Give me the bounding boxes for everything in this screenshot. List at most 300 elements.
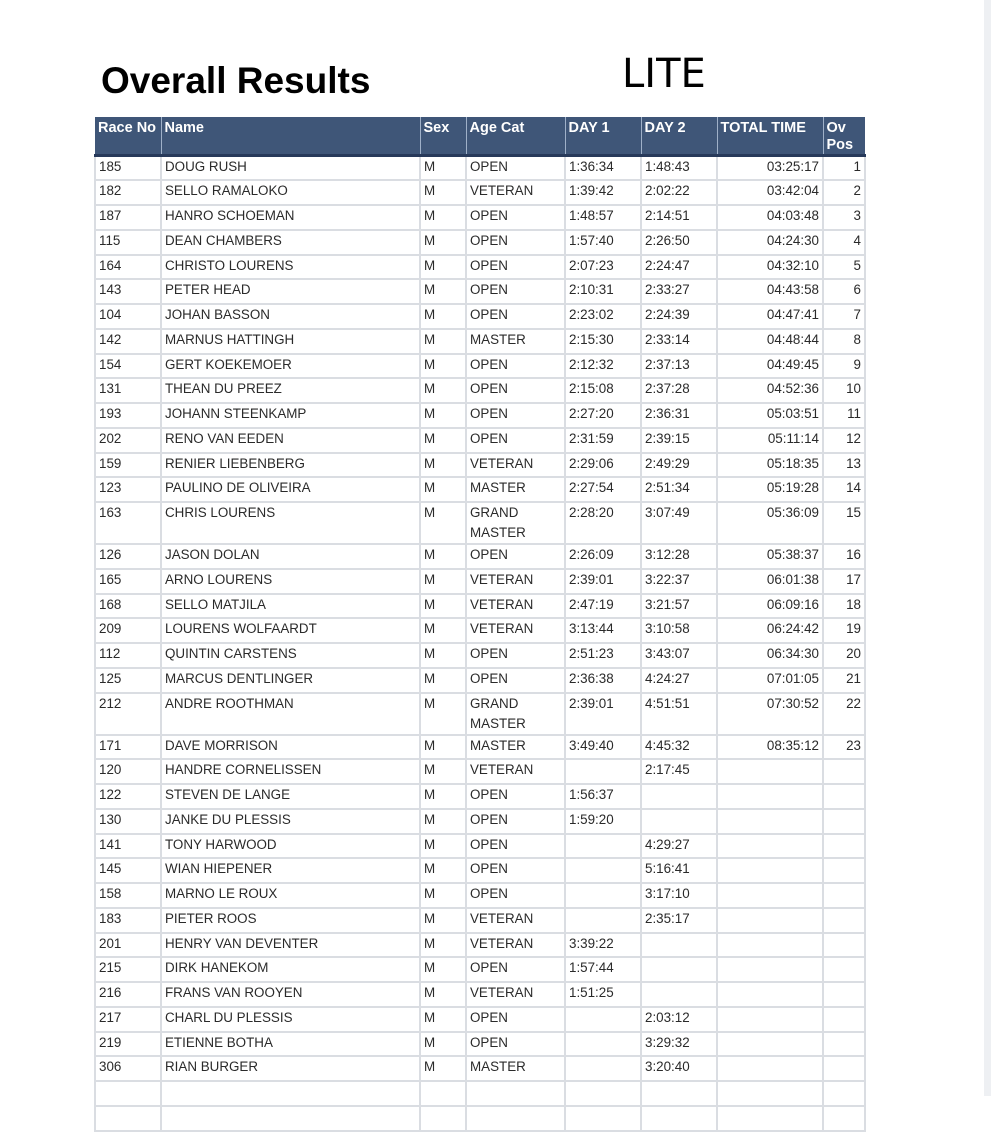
table-row bbox=[95, 834, 865, 859]
day-1-cell: 1:48:57 bbox=[565, 205, 641, 230]
age-cat-cell: OPEN bbox=[466, 643, 565, 668]
name-cell: SELLO MATJILA bbox=[161, 594, 420, 619]
total-time-cell: 05:18:35 bbox=[717, 453, 823, 478]
day-1-cell bbox=[565, 1007, 641, 1032]
total-time-cell: 04:47:41 bbox=[717, 304, 823, 329]
day-2-cell bbox=[641, 933, 717, 958]
day-1-cell: 1:57:44 bbox=[565, 957, 641, 982]
table-row bbox=[95, 156, 865, 181]
sex-cell: M bbox=[420, 544, 466, 569]
overall-position-cell: 13 bbox=[823, 453, 865, 478]
race-no-cell: 120 bbox=[95, 759, 161, 784]
age-cat-cell: VETERAN bbox=[466, 908, 565, 933]
day-2-cell: 2:51:34 bbox=[641, 477, 717, 502]
name-cell: MARNO LE ROUX bbox=[161, 883, 420, 908]
total-time-cell: 05:11:14 bbox=[717, 428, 823, 453]
sex-cell: M bbox=[420, 908, 466, 933]
age-cat-cell: VETERAN bbox=[466, 453, 565, 478]
table-row bbox=[95, 354, 865, 379]
day-1-cell: 2:12:32 bbox=[565, 354, 641, 379]
column-header-race-no: Race No bbox=[95, 117, 161, 156]
overall-position-cell bbox=[823, 908, 865, 933]
overall-position-cell: 12 bbox=[823, 428, 865, 453]
name-cell: DIRK HANEKOM bbox=[161, 957, 420, 982]
total-time-cell bbox=[717, 809, 823, 834]
day-1-cell bbox=[565, 1056, 641, 1081]
name-cell: ANDRE ROOTHMAN bbox=[161, 693, 420, 735]
overall-position-cell bbox=[823, 1106, 865, 1131]
table-row bbox=[95, 759, 865, 784]
sex-cell: M bbox=[420, 834, 466, 859]
table-row bbox=[95, 230, 865, 255]
name-cell: TONY HARWOOD bbox=[161, 834, 420, 859]
sex-cell: M bbox=[420, 858, 466, 883]
age-cat-cell: OPEN bbox=[466, 834, 565, 859]
overall-position-cell bbox=[823, 759, 865, 784]
age-cat-cell: OPEN bbox=[466, 428, 565, 453]
day-1-cell: 2:36:38 bbox=[565, 668, 641, 693]
table-row bbox=[95, 428, 865, 453]
overall-position-cell: 9 bbox=[823, 354, 865, 379]
name-cell: QUINTIN CARSTENS bbox=[161, 643, 420, 668]
day-2-cell: 2:35:17 bbox=[641, 908, 717, 933]
sex-cell: M bbox=[420, 354, 466, 379]
table-row bbox=[95, 643, 865, 668]
age-cat-cell: MASTER bbox=[466, 477, 565, 502]
name-cell: ARNO LOURENS bbox=[161, 569, 420, 594]
race-no-cell bbox=[95, 1106, 161, 1131]
table-row bbox=[95, 618, 865, 643]
day-2-cell: 3:07:49 bbox=[641, 502, 717, 544]
day-1-cell: 2:29:06 bbox=[565, 453, 641, 478]
overall-position-cell bbox=[823, 809, 865, 834]
total-time-cell: 06:24:42 bbox=[717, 618, 823, 643]
day-2-cell: 3:21:57 bbox=[641, 594, 717, 619]
day-1-cell bbox=[565, 1032, 641, 1057]
age-cat-cell: MASTER bbox=[466, 329, 565, 354]
results-table bbox=[94, 117, 866, 1132]
total-time-cell: 05:03:51 bbox=[717, 403, 823, 428]
sex-cell: M bbox=[420, 255, 466, 280]
total-time-cell: 04:49:45 bbox=[717, 354, 823, 379]
name-cell: RENIER LIEBENBERG bbox=[161, 453, 420, 478]
day-2-cell bbox=[641, 982, 717, 1007]
overall-position-cell: 10 bbox=[823, 378, 865, 403]
age-cat-cell: OPEN bbox=[466, 255, 565, 280]
race-no-cell: 187 bbox=[95, 205, 161, 230]
day-2-cell bbox=[641, 809, 717, 834]
age-cat-cell: MASTER bbox=[466, 1056, 565, 1081]
day-1-cell bbox=[565, 908, 641, 933]
race-no-cell: 209 bbox=[95, 618, 161, 643]
day-1-cell: 1:59:20 bbox=[565, 809, 641, 834]
day-1-cell: 1:39:42 bbox=[565, 180, 641, 205]
overall-position-cell: 6 bbox=[823, 279, 865, 304]
overall-position-cell: 18 bbox=[823, 594, 865, 619]
sex-cell: M bbox=[420, 304, 466, 329]
day-2-cell: 2:37:28 bbox=[641, 378, 717, 403]
day-2-cell: 2:24:39 bbox=[641, 304, 717, 329]
overall-position-cell: 23 bbox=[823, 735, 865, 760]
name-cell: STEVEN DE LANGE bbox=[161, 784, 420, 809]
day-1-cell bbox=[565, 858, 641, 883]
day-2-cell: 3:12:28 bbox=[641, 544, 717, 569]
day-2-cell bbox=[641, 1106, 717, 1131]
age-cat-cell: MASTER bbox=[466, 735, 565, 760]
day-1-cell bbox=[565, 1081, 641, 1106]
sex-cell: M bbox=[420, 378, 466, 403]
name-cell: PAULINO DE OLIVEIRA bbox=[161, 477, 420, 502]
day-1-cell: 2:07:23 bbox=[565, 255, 641, 280]
table-row bbox=[95, 809, 865, 834]
name-cell: MARNUS HATTINGH bbox=[161, 329, 420, 354]
sex-cell bbox=[420, 1081, 466, 1106]
overall-position-cell: 19 bbox=[823, 618, 865, 643]
table-row bbox=[95, 502, 865, 544]
total-time-cell bbox=[717, 908, 823, 933]
overall-position-cell: 14 bbox=[823, 477, 865, 502]
sex-cell: M bbox=[420, 329, 466, 354]
total-time-cell: 05:36:09 bbox=[717, 502, 823, 544]
overall-position-cell: 17 bbox=[823, 569, 865, 594]
table-row bbox=[95, 933, 865, 958]
day-2-cell: 2:37:13 bbox=[641, 354, 717, 379]
day-1-cell: 1:51:25 bbox=[565, 982, 641, 1007]
race-no-cell: 125 bbox=[95, 668, 161, 693]
day-2-cell bbox=[641, 784, 717, 809]
age-cat-cell: OPEN bbox=[466, 883, 565, 908]
day-1-cell: 2:39:01 bbox=[565, 693, 641, 735]
sex-cell: M bbox=[420, 982, 466, 1007]
day-2-cell: 3:10:58 bbox=[641, 618, 717, 643]
total-time-cell bbox=[717, 982, 823, 1007]
total-time-cell bbox=[717, 1032, 823, 1057]
race-no-cell: 201 bbox=[95, 933, 161, 958]
total-time-cell: 06:01:38 bbox=[717, 569, 823, 594]
race-no-cell: 154 bbox=[95, 354, 161, 379]
age-cat-cell: VETERAN bbox=[466, 759, 565, 784]
sex-cell: M bbox=[420, 643, 466, 668]
name-cell: LOURENS WOLFAARDT bbox=[161, 618, 420, 643]
day-2-cell: 3:20:40 bbox=[641, 1056, 717, 1081]
overall-position-cell bbox=[823, 1007, 865, 1032]
total-time-cell: 07:01:05 bbox=[717, 668, 823, 693]
day-1-cell bbox=[565, 1106, 641, 1131]
table-row bbox=[95, 544, 865, 569]
overall-position-cell bbox=[823, 957, 865, 982]
overall-position-cell bbox=[823, 784, 865, 809]
table-row bbox=[95, 957, 865, 982]
sex-cell: M bbox=[420, 156, 466, 181]
age-cat-cell: VETERAN bbox=[466, 180, 565, 205]
sex-cell: M bbox=[420, 594, 466, 619]
age-cat-cell: OPEN bbox=[466, 668, 565, 693]
race-no-cell: 202 bbox=[95, 428, 161, 453]
results-table-body bbox=[95, 156, 865, 1131]
total-time-cell bbox=[717, 1106, 823, 1131]
total-time-cell: 03:25:17 bbox=[717, 156, 823, 181]
table-row bbox=[95, 883, 865, 908]
day-2-cell: 3:22:37 bbox=[641, 569, 717, 594]
race-no-cell: 182 bbox=[95, 180, 161, 205]
sex-cell: M bbox=[420, 759, 466, 784]
day-2-cell: 2:33:14 bbox=[641, 329, 717, 354]
day-1-cell: 2:27:20 bbox=[565, 403, 641, 428]
name-cell: DAVE MORRISON bbox=[161, 735, 420, 760]
name-cell: RIAN BURGER bbox=[161, 1056, 420, 1081]
overall-position-cell bbox=[823, 1081, 865, 1106]
age-cat-cell: OPEN bbox=[466, 544, 565, 569]
table-row bbox=[95, 982, 865, 1007]
total-time-cell bbox=[717, 858, 823, 883]
age-cat-cell: OPEN bbox=[466, 858, 565, 883]
name-cell: PIETER ROOS bbox=[161, 908, 420, 933]
race-no-cell: 165 bbox=[95, 569, 161, 594]
table-row bbox=[95, 180, 865, 205]
overall-position-cell: 2 bbox=[823, 180, 865, 205]
age-cat-cell: VETERAN bbox=[466, 933, 565, 958]
day-2-cell: 5:16:41 bbox=[641, 858, 717, 883]
race-no-cell: 216 bbox=[95, 982, 161, 1007]
overall-position-cell bbox=[823, 933, 865, 958]
name-cell: DOUG RUSH bbox=[161, 156, 420, 181]
total-time-cell: 05:38:37 bbox=[717, 544, 823, 569]
table-row bbox=[95, 569, 865, 594]
age-cat-cell: OPEN bbox=[466, 784, 565, 809]
sex-cell: M bbox=[420, 180, 466, 205]
column-header-name: Name bbox=[161, 117, 420, 156]
table-row bbox=[95, 668, 865, 693]
sex-cell: M bbox=[420, 279, 466, 304]
race-no-cell: 217 bbox=[95, 1007, 161, 1032]
overall-position-cell bbox=[823, 1032, 865, 1057]
day-1-cell: 2:31:59 bbox=[565, 428, 641, 453]
overall-position-cell: 16 bbox=[823, 544, 865, 569]
sex-cell: M bbox=[420, 453, 466, 478]
day-1-cell: 2:15:30 bbox=[565, 329, 641, 354]
age-cat-cell: VETERAN bbox=[466, 982, 565, 1007]
table-row bbox=[95, 858, 865, 883]
day-2-cell: 2:03:12 bbox=[641, 1007, 717, 1032]
day-2-cell: 2:17:45 bbox=[641, 759, 717, 784]
race-no-cell: 122 bbox=[95, 784, 161, 809]
day-2-cell: 2:33:27 bbox=[641, 279, 717, 304]
day-1-cell bbox=[565, 883, 641, 908]
table-row bbox=[95, 1032, 865, 1057]
race-no-cell: 141 bbox=[95, 834, 161, 859]
overall-position-cell bbox=[823, 858, 865, 883]
day-2-cell bbox=[641, 957, 717, 982]
age-cat-cell: GRAND MASTER bbox=[466, 693, 565, 735]
overall-position-cell: 8 bbox=[823, 329, 865, 354]
race-no-cell: 159 bbox=[95, 453, 161, 478]
page-title: Overall Results bbox=[101, 60, 371, 101]
race-no-cell: 171 bbox=[95, 735, 161, 760]
day-2-cell: 4:24:27 bbox=[641, 668, 717, 693]
day-1-cell: 3:13:44 bbox=[565, 618, 641, 643]
sex-cell bbox=[420, 1106, 466, 1131]
overall-position-cell: 7 bbox=[823, 304, 865, 329]
overall-position-cell: 11 bbox=[823, 403, 865, 428]
race-no-cell: 185 bbox=[95, 156, 161, 181]
day-2-cell: 4:29:27 bbox=[641, 834, 717, 859]
table-row bbox=[95, 784, 865, 809]
column-header-day-2: DAY 2 bbox=[641, 117, 717, 156]
race-no-cell: 164 bbox=[95, 255, 161, 280]
table-row bbox=[95, 304, 865, 329]
total-time-cell: 05:19:28 bbox=[717, 477, 823, 502]
name-cell: JOHANN STEENKAMP bbox=[161, 403, 420, 428]
name-cell: HENRY VAN DEVENTER bbox=[161, 933, 420, 958]
column-header-overall-position: Ov Pos bbox=[823, 117, 865, 156]
age-cat-cell: GRAND MASTER bbox=[466, 502, 565, 544]
table-row bbox=[95, 594, 865, 619]
sex-cell: M bbox=[420, 205, 466, 230]
total-time-cell bbox=[717, 1007, 823, 1032]
event-category-label: LITE bbox=[622, 51, 706, 97]
race-no-cell: 126 bbox=[95, 544, 161, 569]
day-2-cell: 3:43:07 bbox=[641, 643, 717, 668]
overall-position-cell: 3 bbox=[823, 205, 865, 230]
sex-cell: M bbox=[420, 809, 466, 834]
total-time-cell: 06:09:16 bbox=[717, 594, 823, 619]
total-time-cell bbox=[717, 834, 823, 859]
age-cat-cell: OPEN bbox=[466, 1032, 565, 1057]
race-no-cell: 143 bbox=[95, 279, 161, 304]
age-cat-cell: OPEN bbox=[466, 354, 565, 379]
race-no-cell: 168 bbox=[95, 594, 161, 619]
column-header-day-1: DAY 1 bbox=[565, 117, 641, 156]
page-edge-strip bbox=[984, 0, 991, 1096]
day-1-cell bbox=[565, 759, 641, 784]
table-row bbox=[95, 477, 865, 502]
table-row bbox=[95, 205, 865, 230]
day-2-cell: 1:48:43 bbox=[641, 156, 717, 181]
name-cell: CHARL DU PLESSIS bbox=[161, 1007, 420, 1032]
overall-position-cell bbox=[823, 1056, 865, 1081]
overall-position-cell bbox=[823, 834, 865, 859]
name-cell: JOHAN BASSON bbox=[161, 304, 420, 329]
age-cat-cell: OPEN bbox=[466, 809, 565, 834]
day-1-cell: 2:51:23 bbox=[565, 643, 641, 668]
day-1-cell: 2:47:19 bbox=[565, 594, 641, 619]
sex-cell: M bbox=[420, 569, 466, 594]
name-cell: CHRISTO LOURENS bbox=[161, 255, 420, 280]
name-cell: WIAN HIEPENER bbox=[161, 858, 420, 883]
table-row bbox=[95, 1081, 865, 1106]
day-1-cell: 3:39:22 bbox=[565, 933, 641, 958]
overall-position-cell: 22 bbox=[823, 693, 865, 735]
age-cat-cell: OPEN bbox=[466, 156, 565, 181]
table-row bbox=[95, 1106, 865, 1131]
day-1-cell: 2:15:08 bbox=[565, 378, 641, 403]
total-time-cell bbox=[717, 784, 823, 809]
overall-position-cell: 5 bbox=[823, 255, 865, 280]
day-1-cell: 2:26:09 bbox=[565, 544, 641, 569]
race-no-cell: 142 bbox=[95, 329, 161, 354]
day-2-cell: 2:02:22 bbox=[641, 180, 717, 205]
race-no-cell: 123 bbox=[95, 477, 161, 502]
race-no-cell: 104 bbox=[95, 304, 161, 329]
total-time-cell: 08:35:12 bbox=[717, 735, 823, 760]
day-2-cell: 4:51:51 bbox=[641, 693, 717, 735]
race-no-cell: 163 bbox=[95, 502, 161, 544]
overall-position-cell: 20 bbox=[823, 643, 865, 668]
race-no-cell: 130 bbox=[95, 809, 161, 834]
sex-cell: M bbox=[420, 403, 466, 428]
total-time-cell bbox=[717, 883, 823, 908]
results-table-header bbox=[95, 117, 865, 156]
total-time-cell bbox=[717, 933, 823, 958]
table-row bbox=[95, 453, 865, 478]
sex-cell: M bbox=[420, 428, 466, 453]
total-time-cell: 06:34:30 bbox=[717, 643, 823, 668]
name-cell: GERT KOEKEMOER bbox=[161, 354, 420, 379]
sex-cell: M bbox=[420, 1032, 466, 1057]
age-cat-cell bbox=[466, 1106, 565, 1131]
race-no-cell: 158 bbox=[95, 883, 161, 908]
sex-cell: M bbox=[420, 618, 466, 643]
total-time-cell: 04:24:30 bbox=[717, 230, 823, 255]
name-cell: PETER HEAD bbox=[161, 279, 420, 304]
name-cell: ETIENNE BOTHA bbox=[161, 1032, 420, 1057]
column-header-sex: Sex bbox=[420, 117, 466, 156]
name-cell: HANDRE CORNELISSEN bbox=[161, 759, 420, 784]
total-time-cell: 04:32:10 bbox=[717, 255, 823, 280]
day-2-cell: 2:49:29 bbox=[641, 453, 717, 478]
age-cat-cell: OPEN bbox=[466, 1007, 565, 1032]
age-cat-cell: OPEN bbox=[466, 279, 565, 304]
day-1-cell: 2:27:54 bbox=[565, 477, 641, 502]
name-cell: SELLO RAMALOKO bbox=[161, 180, 420, 205]
race-no-cell: 215 bbox=[95, 957, 161, 982]
name-cell: JANKE DU PLESSIS bbox=[161, 809, 420, 834]
age-cat-cell: OPEN bbox=[466, 205, 565, 230]
total-time-cell bbox=[717, 957, 823, 982]
race-no-cell bbox=[95, 1081, 161, 1106]
day-1-cell: 2:23:02 bbox=[565, 304, 641, 329]
age-cat-cell: OPEN bbox=[466, 230, 565, 255]
name-cell: FRANS VAN ROOYEN bbox=[161, 982, 420, 1007]
overall-position-cell bbox=[823, 982, 865, 1007]
table-row bbox=[95, 1007, 865, 1032]
race-no-cell: 112 bbox=[95, 643, 161, 668]
name-cell bbox=[161, 1106, 420, 1131]
name-cell: DEAN CHAMBERS bbox=[161, 230, 420, 255]
name-cell: THEAN DU PREEZ bbox=[161, 378, 420, 403]
name-cell: JASON DOLAN bbox=[161, 544, 420, 569]
overall-position-cell: 1 bbox=[823, 156, 865, 181]
total-time-cell: 04:48:44 bbox=[717, 329, 823, 354]
day-1-cell: 1:56:37 bbox=[565, 784, 641, 809]
day-2-cell: 3:29:32 bbox=[641, 1032, 717, 1057]
overall-position-cell bbox=[823, 883, 865, 908]
sex-cell: M bbox=[420, 883, 466, 908]
day-2-cell: 2:39:15 bbox=[641, 428, 717, 453]
overall-position-cell: 15 bbox=[823, 502, 865, 544]
total-time-cell: 03:42:04 bbox=[717, 180, 823, 205]
total-time-cell bbox=[717, 759, 823, 784]
sex-cell: M bbox=[420, 693, 466, 735]
name-cell: HANRO SCHOEMAN bbox=[161, 205, 420, 230]
race-no-cell: 183 bbox=[95, 908, 161, 933]
race-no-cell: 306 bbox=[95, 1056, 161, 1081]
age-cat-cell: OPEN bbox=[466, 304, 565, 329]
total-time-cell: 04:43:58 bbox=[717, 279, 823, 304]
table-row bbox=[95, 403, 865, 428]
sex-cell: M bbox=[420, 230, 466, 255]
day-1-cell: 2:28:20 bbox=[565, 502, 641, 544]
